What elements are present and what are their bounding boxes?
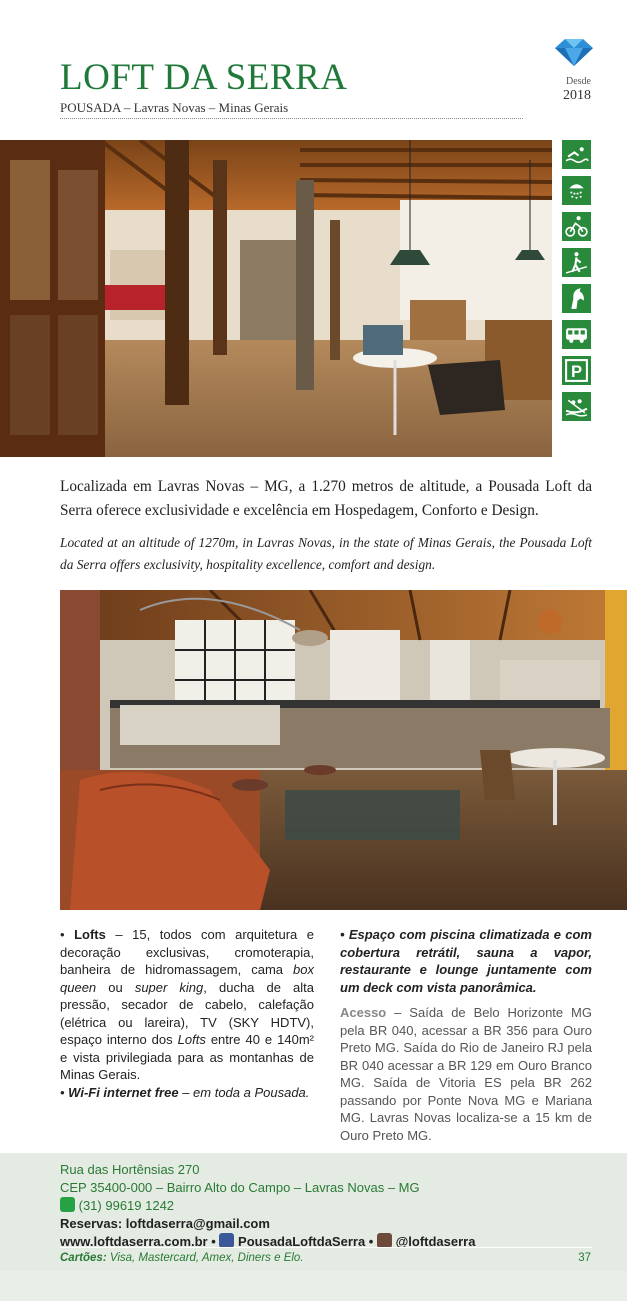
lofts-word: Lofts [177,1032,206,1047]
phone-number[interactable]: (31) 99619 1242 [78,1198,175,1213]
amenity-icon-column [562,140,592,428]
loft-living-photo [60,590,627,910]
lofts-text-1: – 15, todos com arquitetura e decoração exclusivas, cromoterapia, banheira de hidromassagem, cama [60,927,314,977]
lofts-label: Lofts [74,927,106,942]
lofts-description [60,926,314,1101]
or-text: ou [96,979,135,995]
hiker-icon [562,248,591,277]
address-line: Rua das Hortênsias 270 [60,1162,200,1177]
box-queen-text: box queen [60,962,314,995]
payment-cards [60,1252,304,1264]
rafting-icon [562,392,591,421]
pool-paragraph: • Espaço com piscina climatizada e com cobertura retrátil, sauna a vapor, restaurante e lounge juntamente com um deck com vista panorâmica. [340,927,592,995]
since-label: Desde [566,76,591,87]
intro-english: Located at an altitude of 1270m, in Lavras Novas, in the state of Minas Gerais, the Pousada Loft da Serra offers exclusivity, hospitality excellence, comfort and design. [60,535,592,572]
website-link[interactable]: www.loftdaserra.com.br • [60,1234,216,1249]
page-subtitle: POUSADA – Lavras Novas – Minas Gerais [60,100,289,115]
lofts-text-3: entre 40 e 140m² e vista privilegiada para as montanhas de Minas Gerais. [60,1032,314,1082]
gem-logo-icon [551,36,597,68]
bus-icon [562,320,591,349]
wifi-label: Wi-Fi internet free [68,1084,179,1100]
horse-icon [562,284,591,313]
super-king-text: super king [134,979,204,995]
whatsapp-icon [60,1197,75,1212]
intro-portuguese: Localizada em Lavras Novas – MG, a 1.270 metros de altitude, a Pousada Loft da Serra oferece exclusividade e excelência em Hospedagem, Conforto e Design. [60,478,592,519]
instagram-handle[interactable]: @loftdaserra [395,1234,476,1249]
cards-label: Cartões: [60,1252,107,1264]
access-label: Acesso [340,1005,387,1020]
wifi-paragraph: • Wi-Fi internet free – em toda a Pousada. [60,1084,310,1100]
footer-divider [60,1247,592,1248]
swimmer-icon [562,140,591,169]
cep-line: CEP 35400-000 – Bairro Alto do Campo – Lavras Novas – MG [60,1180,420,1195]
wifi-text: – em toda a Pousada. [178,1084,310,1100]
header-divider [60,118,523,119]
facebook-handle[interactable]: PousadaLoftdaSerra • [238,1234,374,1249]
reservations-email[interactable]: Reservas: loftdaserra@gmail.com [60,1216,270,1231]
svg-text:P: P [570,361,583,381]
cards-text: Visa, Mastercard, Amex, Diners e Elo. [106,1252,304,1264]
lofts-paragraph: • Lofts – 15, todos com arquitetura e decoração exclusivas, cromoterapia, banheira de hidromassagem, cama box queen ou super king, ducha de alta pressão, secador de cabelo, calefação (elétrica ou lareira), TV (SKY HDTV), espaço interno dos Lofts entre 40 e 140m² e vista privilegiada para as montanhas de Minas Gerais. [60,927,315,1082]
cyclist-icon [562,212,591,241]
access-text: – Saída de Belo Horizonte MG pela BR 040, acessar a BR 356 para Ouro Preto MG. Saída do Rio de Janeiro RJ pela BR 040 acessar a BR 129 em Ouro Branco MG. Saída de Vitoria ES pela BR 262 passando por Ponte Nova MG e Mariana MG. Lavras Novas localiza-se a 15 km de Ouro Preto MG. [340,1005,592,1143]
phone-line [60,1197,174,1214]
parking-icon [562,356,591,385]
lofts-text-2: , ducha de alta pressão, secador de cabelo, calefação (elétrica ou lareira), TV (SKY HDTV), espaço interno dos [60,979,315,1047]
shower-icon [562,176,591,205]
loft-interior-photo [0,140,552,457]
amenities-access-column [340,926,592,1144]
facebook-icon [219,1233,234,1248]
access-paragraph [340,1004,592,1144]
bottom-strip [0,1271,627,1301]
instagram-icon [377,1233,392,1248]
page-title: LOFT DA SERRA [60,57,348,98]
page-number: 37 [578,1252,591,1264]
since-year: 2018 [563,88,591,103]
